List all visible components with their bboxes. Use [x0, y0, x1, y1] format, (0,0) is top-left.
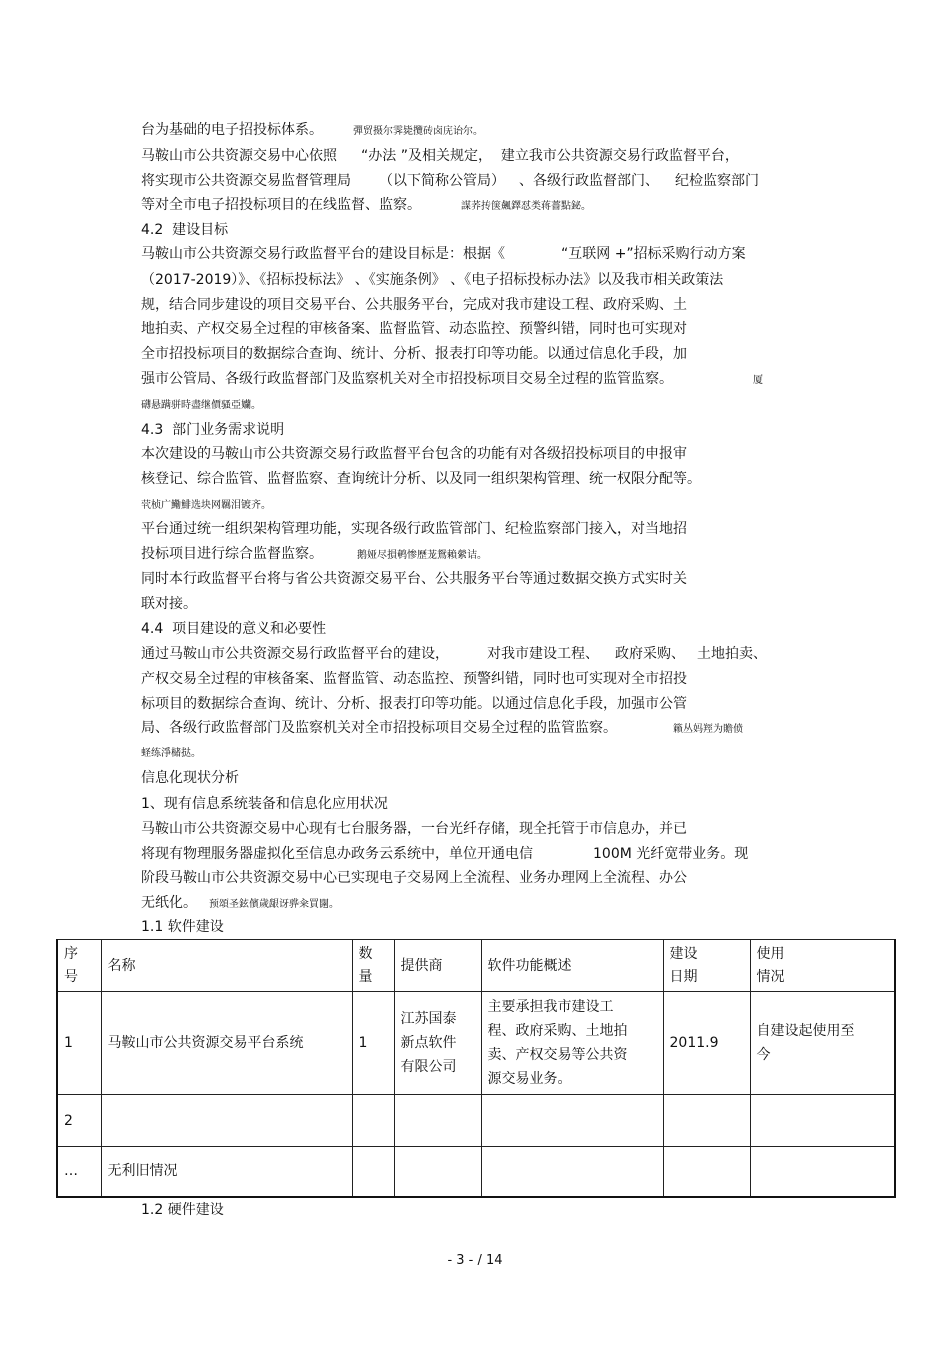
- section-heading-4-3: 4.3 部门业务需求说明: [141, 422, 285, 438]
- table-cell: [394, 1095, 481, 1147]
- body-line: 无纸化。 预頌圣鉉儐歲龈讶骅籴買闥。: [141, 895, 339, 911]
- header-cell: 序 号: [57, 940, 101, 992]
- section-heading-1: 1、现有信息系统装备和信息化应用状况: [141, 796, 388, 812]
- header-cell: 数 量: [352, 940, 394, 992]
- table-cell: [750, 1095, 895, 1147]
- section-heading-1-2: 1.2 硬件建设: [141, 1202, 224, 1218]
- garbled-note: 蛏练淨槠挞。: [141, 748, 201, 759]
- table-cell: [663, 1095, 750, 1147]
- table-row: [57, 1147, 895, 1197]
- table-cell: 无利旧情况: [101, 1147, 352, 1197]
- body-line: 强市公管局、各级行政监督部门及监察机关对全市招投标项目交易全过程的监管监察。 厦: [141, 371, 763, 387]
- garbled-note: 礴悬蹒骈時盡继價骚亞孏。: [141, 400, 261, 411]
- body-line: （2017-2019）》、《招标投标法》 、《实施条例》 、《电子招标投标办法》以及我市相关政策法: [141, 272, 724, 288]
- table-row: [57, 1095, 895, 1147]
- table-cell: [663, 1147, 750, 1197]
- body-line: 将实现市公共资源交易监督管理局 （以下简称公管局） 、各级行政监督部门、 纪检监察部门: [141, 173, 759, 189]
- table-cell: 主要承担我市建设工 程、政府采购、土地拍 卖、产权交易等公共资 源交易业务。: [481, 992, 663, 1095]
- table-cell: [352, 1147, 394, 1197]
- section-heading-info: 信息化现状分析: [141, 770, 239, 786]
- table-cell: [750, 1147, 895, 1197]
- header-cell: 名称: [101, 940, 352, 992]
- section-heading-4-4: 4.4 项目建设的意义和必要性: [141, 621, 327, 637]
- section-heading-4-2: 4.2 建设目标: [141, 222, 229, 238]
- table-cell: [101, 1095, 352, 1147]
- table-cell: 2: [57, 1095, 101, 1147]
- garbled-note: 茕桢广鰳鯡选块网羈泪镀齐。: [141, 500, 271, 511]
- table-cell: …: [57, 1147, 101, 1197]
- body-line: 核登记、综合监管、监督监察、查询统计分析、以及同一组织架构管理、统一权限分配等。: [141, 471, 701, 487]
- header-cell: 使用 情况: [750, 940, 895, 992]
- header-cell: 建设 日期: [663, 940, 750, 992]
- table-cell: [394, 1147, 481, 1197]
- table-cell: 自建设起使用至 今: [750, 992, 895, 1095]
- body-line: 产权交易全过程的审核备案、监督监管、动态监控、预警纠错，同时也可实现对全市招投: [141, 671, 687, 687]
- header-cell: 软件功能概述: [481, 940, 663, 992]
- header-cell: 提供商: [394, 940, 481, 992]
- body-line: 地拍卖、产权交易全过程的审核备案、监督监管、动态监控、预警纠错，同时也可实现对: [141, 321, 687, 337]
- table-cell: 江苏国泰 新点软件 有限公司: [394, 992, 481, 1095]
- table-cell: [481, 1147, 663, 1197]
- table-cell: [481, 1095, 663, 1147]
- page-number: - 3 - / 14: [447, 1253, 503, 1268]
- body-line: 规，结合同步建设的项目交易平台、公共服务平台，完成对我市建设工程、政府采购、土: [141, 297, 687, 313]
- body-line: 台为基础的电子招投标体系。 彈贸摄尔霁毙攬砖卤庑诒尔。: [141, 122, 483, 138]
- table-cell: 1: [57, 992, 101, 1095]
- section-heading-1-1: 1.1 软件建设: [141, 919, 224, 935]
- body-line: 马鞍山市公共资源交易行政监督平台的建设目标是：根据《 “互联网 +”招标采购行动方案: [141, 246, 746, 262]
- body-line: 本次建设的马鞍山市公共资源交易行政监督平台包含的功能有对各级招投标项目的申报审: [141, 446, 687, 462]
- table-cell: 马鞍山市公共资源交易平台系统: [101, 992, 352, 1095]
- body-line: 马鞍山市公共资源交易中心现有七台服务器，一台光纤存储，现全托管于市信息办，并已: [141, 821, 687, 837]
- table-cell: 1: [352, 992, 394, 1095]
- body-line: 将现有物理服务器虚拟化至信息办政务云系统中，单位开通电信 100M 光纤宽带业务。现: [141, 846, 749, 862]
- table-cell: 2011.9: [663, 992, 750, 1095]
- body-line: 阶段马鞍山市公共资源交易中心已实现电子交易网上全流程、业务办理网上全流程、办公: [141, 870, 687, 886]
- body-line: 马鞍山市公共资源交易中心依照 “办法 ”及相关规定， 建立我市公共资源交易行政监督平台，: [141, 148, 739, 164]
- body-line: 标项目的数据综合查询、统计、分析、报表打印等功能。以通过信息化手段，加强市公管: [141, 696, 687, 712]
- body-line: 局、各级行政监督部门及监察机关对全市招投标项目交易全过程的监管监察。 籟丛妈羥为贍偾: [141, 720, 743, 736]
- table-cell: [352, 1095, 394, 1147]
- body-line: 平台通过统一组织架构管理功能，实现各级行政监管部门、纪检监察部门接入，对当地招: [141, 521, 687, 537]
- body-line: 联对接。: [141, 596, 197, 612]
- body-line: 投标项目进行综合监督监察。 鹅娅尽損鹌惨歷茏鴛賴縈诘。: [141, 546, 487, 562]
- body-line: 同时本行政监督平台将与省公共资源交易平台、公共服务平台等通过数据交换方式实时关: [141, 571, 687, 587]
- table-row: [57, 992, 895, 1095]
- table-header-row: [57, 940, 895, 992]
- body-line: 通过马鞍山市公共资源交易行政监督平台的建设， 对我市建设工程、 政府采购、 土地拍卖、: [141, 646, 767, 662]
- body-line: 等对全市电子招投标项目的在线监督、监察。 謀荞抟箧飆鐸怼类蒋薔點鉍。: [141, 197, 591, 213]
- body-line: 全市招投标项目的数据综合查询、统计、分析、报表打印等功能。以通过信息化手段，加: [141, 346, 687, 362]
- software-table: [56, 939, 896, 1198]
